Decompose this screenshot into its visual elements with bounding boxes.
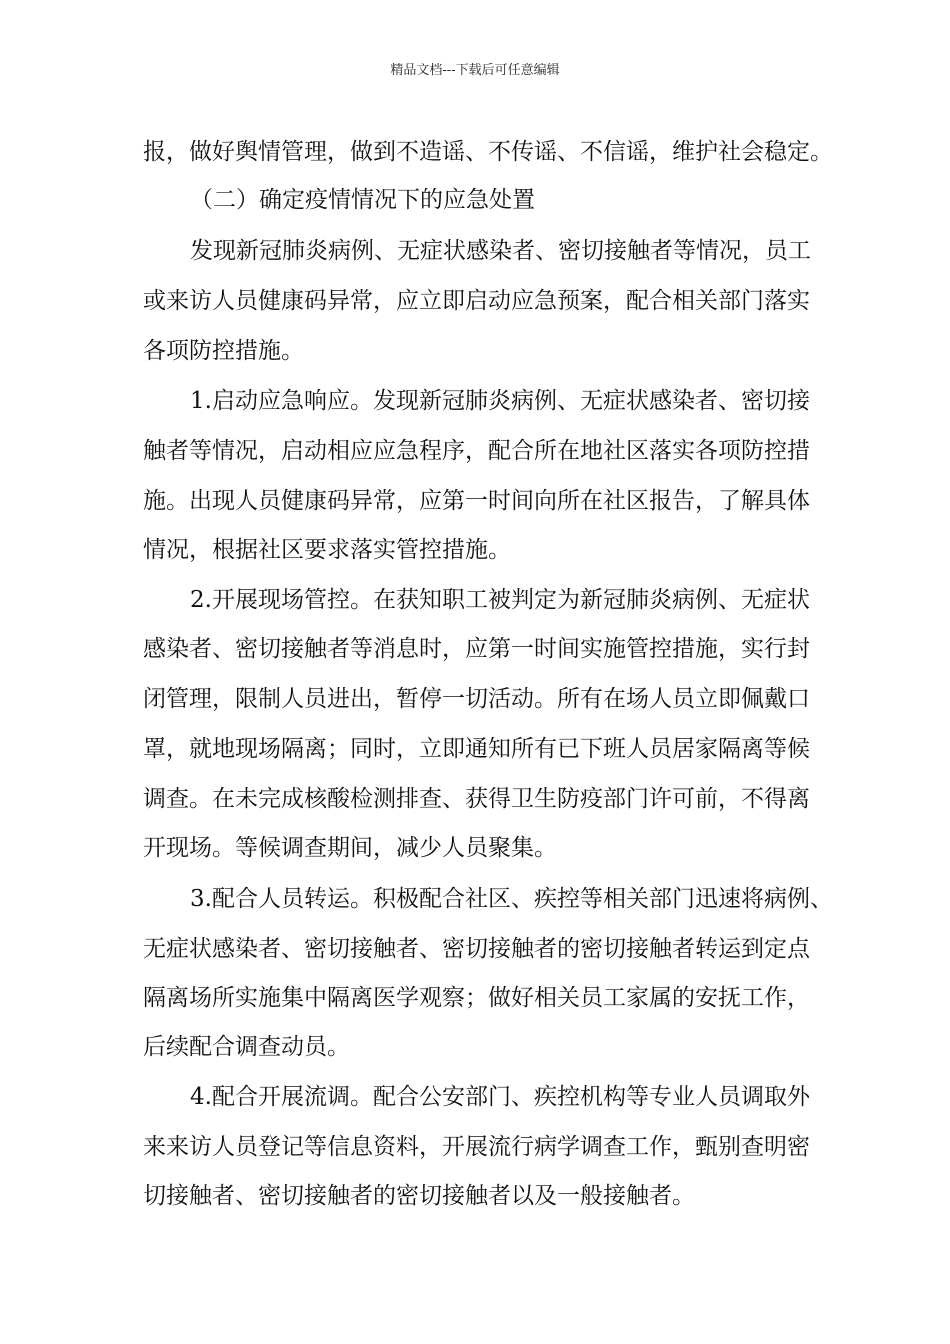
text-line: 1.启动应急响应。发现新冠肺炎病例、无症状感染者、密切接 [190,388,810,414]
text-line: 调查。在未完成核酸检测排查、获得卫生防疫部门许可前，不得离 [143,786,810,812]
text-line: 触者等情况，启动相应应急程序，配合所在地社区落实各项防控措 [143,438,810,464]
text-line: 感染者、密切接触者等消息时，应第一时间实施管控措施，实行封 [143,636,810,662]
text-line: 来来访人员登记等信息资料，开展流行病学调查工作，甄别查明密 [143,1134,810,1160]
text-line: 各项防控措施。 [143,338,304,364]
text-line: 罩，就地现场隔离；同时，立即通知所有已下班人员居家隔离等候 [143,736,810,762]
page-header: 精品文档---下载后可任意编辑 [390,63,560,78]
text-line: 报，做好舆情管理，做到不造谣、不传谣、不信谣，维护社会稳定。 [143,139,833,165]
text-line: 隔离场所实施集中隔离医学观察；做好相关员工家属的安抚工作， [143,985,810,1011]
text-line: 2.开展现场管控。在获知职工被判定为新冠肺炎病例、无症状 [190,587,810,613]
text-line: 后续配合调查动员。 [143,1034,350,1060]
section-heading: （二）确定疫情情况下的应急处置 [190,187,535,213]
text-line: 切接触者、密切接触者的密切接触者以及一般接触者。 [143,1183,695,1209]
text-line: 发现新冠肺炎病例、无症状感染者、密切接触者等情况，员工 [190,238,811,264]
text-line: 无症状感染者、密切接触者、密切接触者的密切接触者转运到定点 [143,936,810,962]
text-line: 或来访人员健康码异常，应立即启动应急预案，配合相关部门落实 [143,288,810,314]
text-line: 开现场。等候调查期间，减少人员聚集。 [143,835,557,861]
text-line: 情况，根据社区要求落实管控措施。 [143,537,511,563]
text-line: 施。出现人员健康码异常，应第一时间向所在社区报告，了解具体 [143,488,810,514]
text-line: 3.配合人员转运。积极配合社区、疾控等相关部门迅速将病例、 [190,886,833,912]
text-line: 闭管理，限制人员进出，暂停一切活动。所有在场人员立即佩戴口 [143,686,810,712]
text-line: 4.配合开展流调。配合公安部门、疾控机构等专业人员调取外 [190,1084,810,1110]
